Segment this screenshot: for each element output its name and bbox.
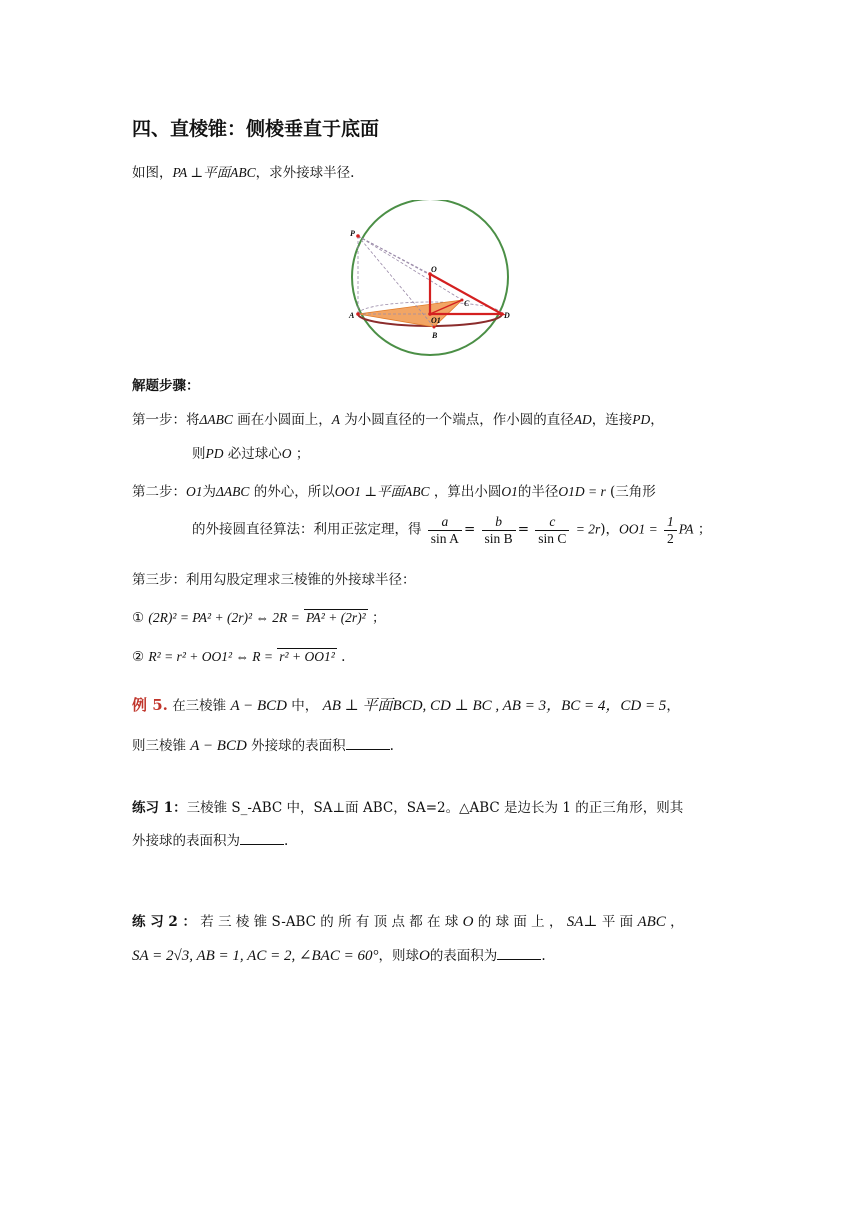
edge-po [358,236,430,274]
practice1-line1: 练习 1：三棱锥 S_-ABC 中，SA⊥面 ABC，SA=2。△ABC 是边长为 1 的正三角形，则其 [132,800,684,816]
example5-label: 例 5. [132,696,168,714]
point-b [433,326,436,329]
steps-heading: 解题步骤： [132,378,200,394]
label-a: A [349,311,355,320]
intro-line: 如图，PA ⊥平面ABC，求外接球半径. [132,165,355,181]
step3-line: 第三步：利用勾股定理求三棱锥的外接球半径： [132,572,416,588]
practice2-label: 练 习 2 ： [132,914,196,930]
practice1-line2: 外接球的表面积为 . [132,833,289,849]
frac-one-half: $\frac{1}{2}$ [664,514,677,546]
section-title: 四、直棱锥：侧棱垂直于底面 [132,118,380,140]
point-a [356,312,360,316]
sqrt-formula-1: PA² + (2r)² [306,610,366,625]
example5-line2: 则三棱锥 A − BCD 外接球的表面积 . [132,738,394,754]
label-d: D [504,311,510,320]
label-c: C [464,299,470,308]
frac-a-sin-a: $\frac{a}{\text{sin A}}$ [428,514,462,546]
practice2-line1: 练 习 2 ： 若 三 棱 锥 S-ABC 的 所 有 顶 点 都 在 球 O 的 球 面 上 ， SA⊥ 平 面 ABC ， [132,914,684,930]
practice1-label: 练习 1： [132,800,187,816]
sphere-figure [340,200,520,360]
label-o1: O1 [431,316,441,325]
step1-line1: 第一步：将ΔABC 画在小圆面上，A 为小圆直径的一个端点，作小圆的直径AD，连接PD， [132,412,664,428]
practice2-line2: SA = 2√3, AB = 1, AC = 2, ∠BAC = 60°，则球O的表面积为 . [132,948,546,964]
step1-line2: 则PD 必过球心O ； [192,446,310,462]
formula-1: ① (2R)² = PA² + (2r)² ⇔ 2R = PA² + (2r)² ； [132,610,386,626]
formula-2: ② R² = r² + OO1² ⇔ R = r² + OO1² . [132,649,346,665]
point-p [356,234,360,238]
sqrt-formula-2: r² + OO1² [279,649,335,664]
frac-b-sin-b: $\frac{b}{\text{sin B}}$ [482,514,516,546]
answer-blank[interactable] [497,947,541,960]
step2-line2: 的外接圆直径算法：利用正弦定理，得 $\frac{a}{\text{sin A}}$ = $\frac{b}{\text{sin B}}$ = $\frac{c}{\text{sin C}}$ = 2r)，OO1 = $\frac{1}{2}$ PA ； [192,514,712,546]
label-p: P [350,229,355,238]
label-o: O [431,265,437,274]
answer-blank[interactable] [240,832,284,845]
step2-line1: 第二步：O1为ΔABC 的外心，所以OO1 ⊥平面ABC ，算出小圆O1的半径O1D = r (三角形 [132,484,656,500]
example5-line1: 例 5. 在三棱锥 A − BCD 中， AB ⊥ 平面BCD, CD ⊥ BC , AB = 3，BC = 4，CD = 5， [132,696,680,714]
frac-c-sin-c: $\frac{c}{\text{sin C}}$ [535,514,569,546]
label-b: B [432,331,438,340]
edge-pc [358,236,462,300]
answer-blank[interactable] [346,737,390,750]
